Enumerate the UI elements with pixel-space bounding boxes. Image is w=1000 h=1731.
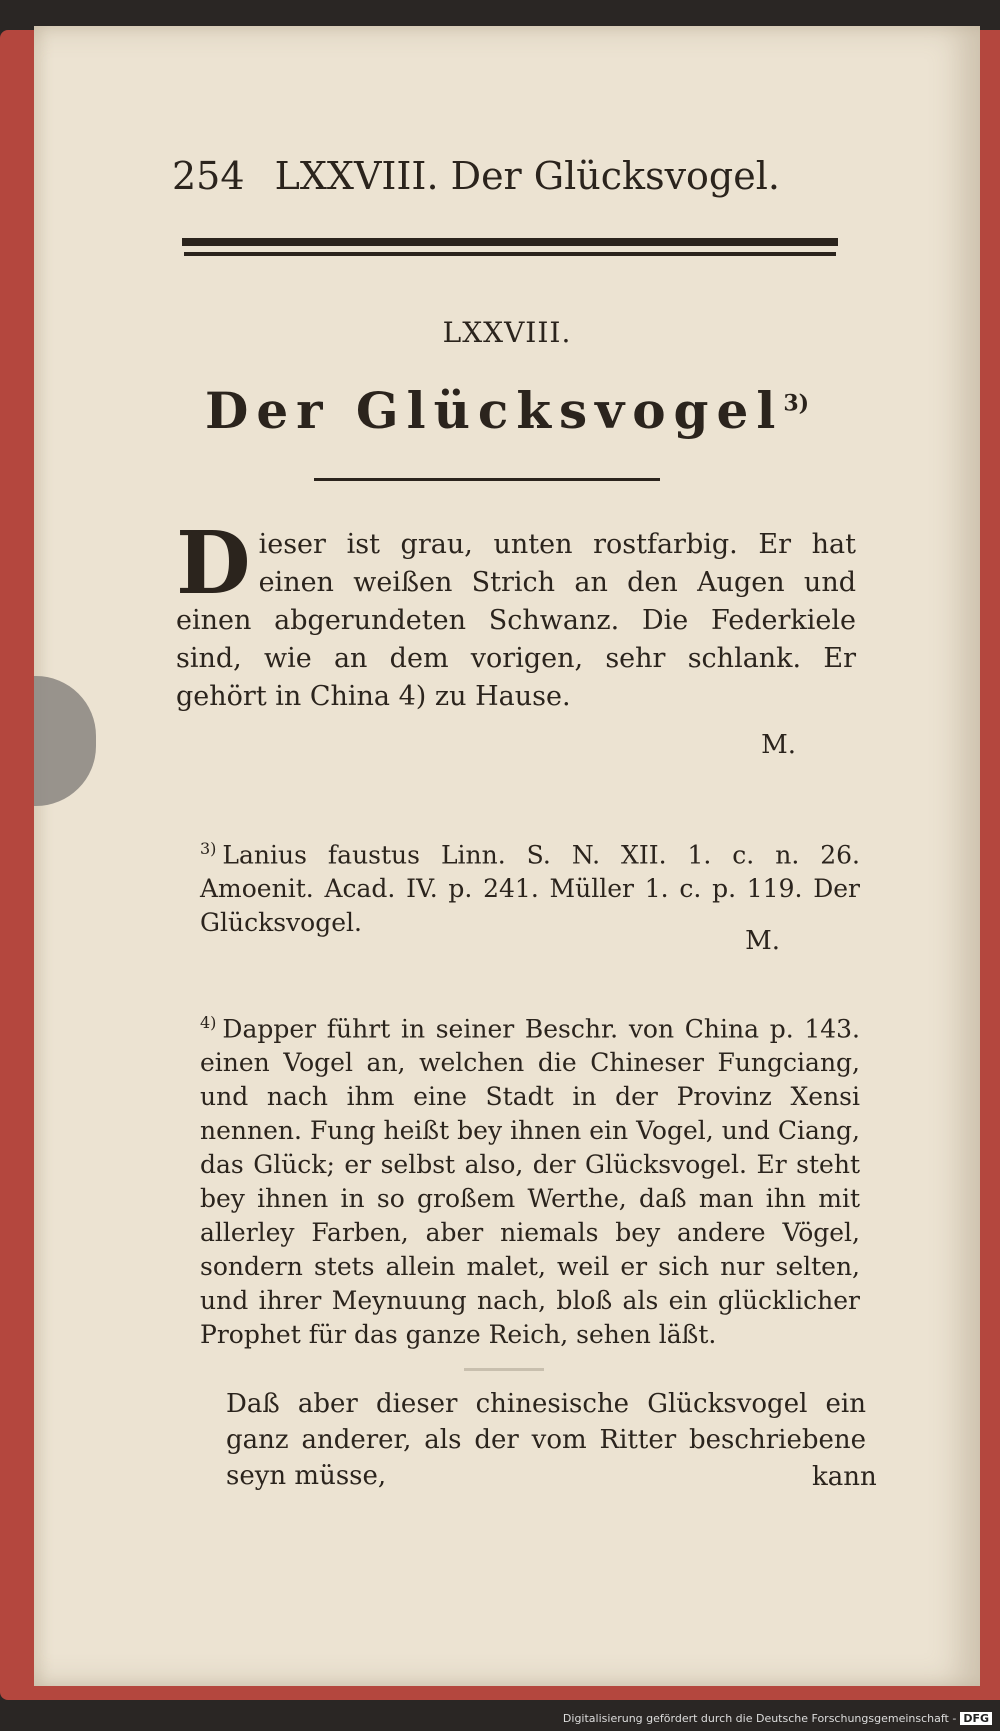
running-header xyxy=(172,154,872,198)
drop-cap: D xyxy=(176,513,251,614)
bookmark-ribbon xyxy=(34,676,96,806)
footnote-text: Lanius faustus Linn. S. N. XII. 1. c. n. 26. Amoenit. Acad. IV. p. 241. Müller 1. c. p. 119. Der Glücksvogel. xyxy=(200,840,860,938)
continuation-paragraph: Daß aber dieser chinesische Glücksvogel ein ganz anderer, als der vom Ritter beschriebene seyn müsse, xyxy=(226,1389,866,1491)
footnote-3-signature: M. xyxy=(745,926,780,956)
header-rule xyxy=(182,238,838,246)
main-paragraph-text: ieser ist grau, unten rostfarbig. Er hat einen weißen Strich an den Augen und einen abgerundeten Schwanz. Die Federkiele sind, wie an dem vorigen, sehr schlank. Er gehört in China 4) zu Hause. xyxy=(176,529,856,712)
running-title: LXXVIII. Der Glücksvogel. xyxy=(274,154,780,198)
chapter-footnote-ref: 3) xyxy=(783,390,810,417)
footnote-text: Dapper führt in seiner Beschr. von China p. 143. einen Vogel an, welchen die Chineser Fungciang, und nach ihm eine Stadt in der Provinz Xensi nennen. Fung heißt bey ihnen ein Vogel, und Ciang, das Glück; er selbst also, der Glücksvogel. Er steht bey ihnen in so großem Werthe, daß man ihn mit allerley Farben, aber niemals bey andere Vögel, sondern stets allein malet, weil er sich nur selten, und ihrer Meynuung nach, bloß als ein glücklicher Prophet für das ganze Reich, sehen läßt. xyxy=(200,1014,860,1350)
footnote-mark: 4) xyxy=(200,1013,217,1032)
title-rule xyxy=(314,478,660,481)
book-page xyxy=(34,26,980,1686)
digitization-credit xyxy=(563,1712,992,1725)
catchword: kann xyxy=(812,1462,877,1492)
footnote-4 xyxy=(200,1006,860,1352)
footnote-mark: 3) xyxy=(200,839,217,858)
page-number: 254 xyxy=(172,154,245,198)
dfg-logo: DFG xyxy=(960,1712,992,1725)
main-paragraph xyxy=(176,513,856,764)
chapter-title-text: Der Glücksvogel xyxy=(204,381,784,440)
credit-text: Digitalisierung gefördert durch die Deutsche Forschungsgemeinschaft - xyxy=(562,1712,957,1725)
chapter-title xyxy=(34,381,980,440)
chapter-number: LXXVIII. xyxy=(442,316,572,349)
footnote-3 xyxy=(200,832,860,940)
author-signature: M. xyxy=(761,730,796,760)
section-divider xyxy=(464,1368,544,1371)
